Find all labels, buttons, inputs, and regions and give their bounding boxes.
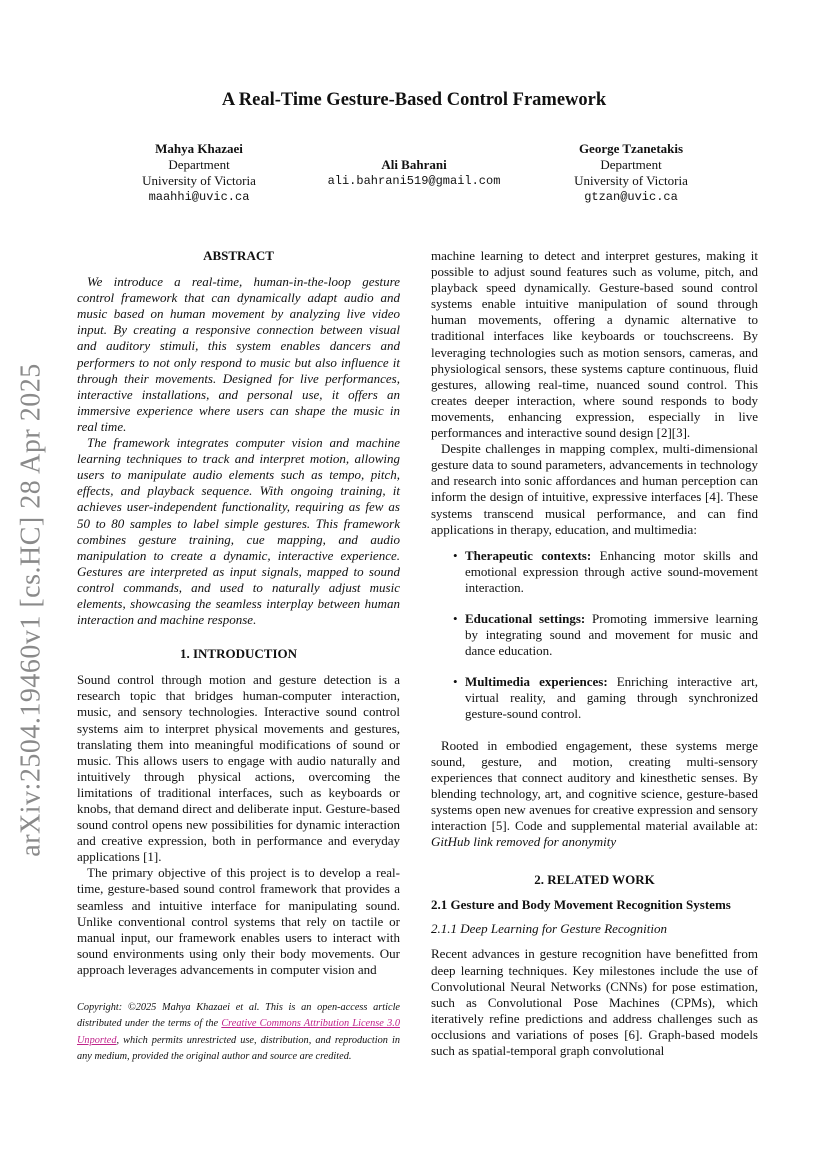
author-3 [531,141,731,205]
list-item-term: Multimedia experiences: [465,674,608,690]
list-item-text: Enhancing motor skills and emotional expression through active sound-movement interaction. [465,547,758,595]
author-email[interactable]: maahhi@uvic.ca [148,190,250,204]
intro-paragraph [431,738,758,851]
author-name: Mahya Khazaei [155,141,243,156]
paper-title: A Real-Time Gesture-Based Control Framework [221,90,607,110]
list-item-term: Therapeutic contexts: [465,547,592,563]
related-work-heading: 2. RELATED WORK [534,872,655,888]
copyright-text: Copyright: ©2025 Mahya Khazaei et al. This is an open-access article distributed under the terms of the [77,1002,400,1030]
author-name: George Tzanetakis [578,141,684,156]
intro-paragraph: Sound control through motion and gesture detection is a research topic that bridges human-computer interaction, music, and sensory technologies. Interactive sound control systems aim to interpret physical movements and gestures, translating them into meaningful modifications of sound or music. This allows users to engage with audio naturally and intuitively through physical actions, overcoming the limitations of traditional interfaces, such as keyboards or knobs, that demand direct and deliberate input. Gesture-based sound control opens new possibilities for dynamic interaction and creative expression, both in performance and everyday applications [1]. [77,672,400,865]
abstract-heading: ABSTRACT [203,248,274,263]
list-item [453,548,758,596]
introduction-heading: 1. INTRODUCTION [179,646,297,662]
github-link-note: GitHub link removed for anonymity [431,834,617,850]
copyright-text: , which permits unrestricted use, distribution, and reproduction in any medium, provided the original author and source are credited. [77,1034,400,1062]
related-paragraph: Recent advances in gesture recognition have benefitted from deep learning techniques. Key milestones include the use of Convolutional Neural Networks (CNNs) for pose estimation, such as Convolutional Pose Machines (CPMs), which iteratively refine predictions and address challenges such as occlusions and variations of poses [6]. Graph-based models such as spatial-temporal graph convolutional [431,946,758,1059]
intro-paragraph: The primary objective of this project is to develop a real-time, gesture-based sound control framework that provides a seamless and intuitive interface for manipulating sound. Unlike conventional control systems that rely on tactile or manual input, our framework enables users to interact with sound environments using only their body movements. Our approach leverages advancements in computer vision and [77,865,400,977]
application-list [431,548,758,723]
abstract-paragraph: We introduce a real-time, human-in-the-loop gesture control framework that can dynamically adapt audio and music based on human movement by analyzing live video input. By creating a responsive connection between visual and auditory stimuli, this system enables dancers and performers to not only respond to music but also influence it through their movements. Designed for live performances, interactive installations, and personal use, it offers an immersive experience where users can shape the music in real time. [77,274,400,434]
license-link[interactable]: Creative Commons Attribution License 3.0 Unported [77,1018,400,1046]
abstract-paragraph: The framework integrates computer vision and machine learning techniques to track and interpret motion, allowing users to manipulate audio elements such as tempo, pitch, effects, and playback sequence. With ongoing training, it achieves user-independent functionality, requiring as few as 50 to 80 samples to label simple gestures. This framework combines gesture training, cue mapping, and audio manipulation to create a dynamic, interactive experience. Gestures are interpreted as input signals, mapped to sound control commands, and used to naturally adjust music elements, showcasing the seamless interplay between human interaction and machine response. [77,435,400,628]
list-item-text: Promoting immersive learning by integrating sound and movement for music and dance education. [465,610,758,659]
list-item [453,674,758,722]
subsection-heading: 2.1 Gesture and Body Movement Recognition Systems [431,897,731,913]
arxiv-id: arXiv:2504.19460v1 [cs.HC] 28 Apr 2025 [16,363,47,857]
intro-paragraph: Despite challenges in mapping complex, multi-dimensional gesture data to sound parameters, advancements in technology and research into sonic affordances and human perception can inform the design of intuitive, expressive interfaces [4]. These systems transcend musical performance, and can find applications in therapy, education, and multimedia: [431,441,758,537]
left-column [77,248,400,978]
copyright-notice [77,1000,400,1065]
arxiv-sidebar [2,360,62,860]
author-university: University of Victoria [142,173,256,188]
list-item [453,611,758,659]
author-name: Ali Bahrani [381,157,447,172]
subsubsection-heading: 2.1.1 Deep Learning for Gesture Recognition [431,921,668,937]
list-item-term: Educational settings: [465,610,586,626]
list-item-text: Enriching interactive art, virtual reality, and gaming through synchronized gesture-sound control. [465,674,758,722]
intro-paragraph-text: Rooted in embodied engagement, these systems merge sound, gesture, and motion, creating multi-sensory experiences that connect auditory and kinesthetic senses. By blending technology, art, and cognitive science, gesture-based systems open new avenues for creative expression and sensory interaction [5]. Code and supplemental material available at: [431,737,758,833]
author-department: Department [600,157,662,172]
author-1 [99,141,299,205]
intro-paragraph: machine learning to detect and interpret gestures, making it possible to adjust sound features such as volume, pitch, and playback speed dynamically. Gesture-based sound control systems enable intuitive manipulation of sound through human movements, offering a dynamic alternative to traditional interfaces like keyboards or touchscreens. By leveraging technologies such as motion sensors, cameras, and physiological sensors, these systems capture continuous, fluid gestures, allowing real-time, nuanced sound control. This creates deeper interaction, where sound responds to body movements, enhancing expression, especially in live performances and interactive sound design [2][3]. [431,248,758,441]
author-university: University of Victoria [574,173,688,188]
author-2 [308,157,520,189]
author-email[interactable]: ali.bahrani519@gmail.com [327,174,501,188]
right-column [431,248,758,1059]
author-department: Department [168,157,230,172]
author-email[interactable]: gtzan@uvic.ca [584,190,678,204]
